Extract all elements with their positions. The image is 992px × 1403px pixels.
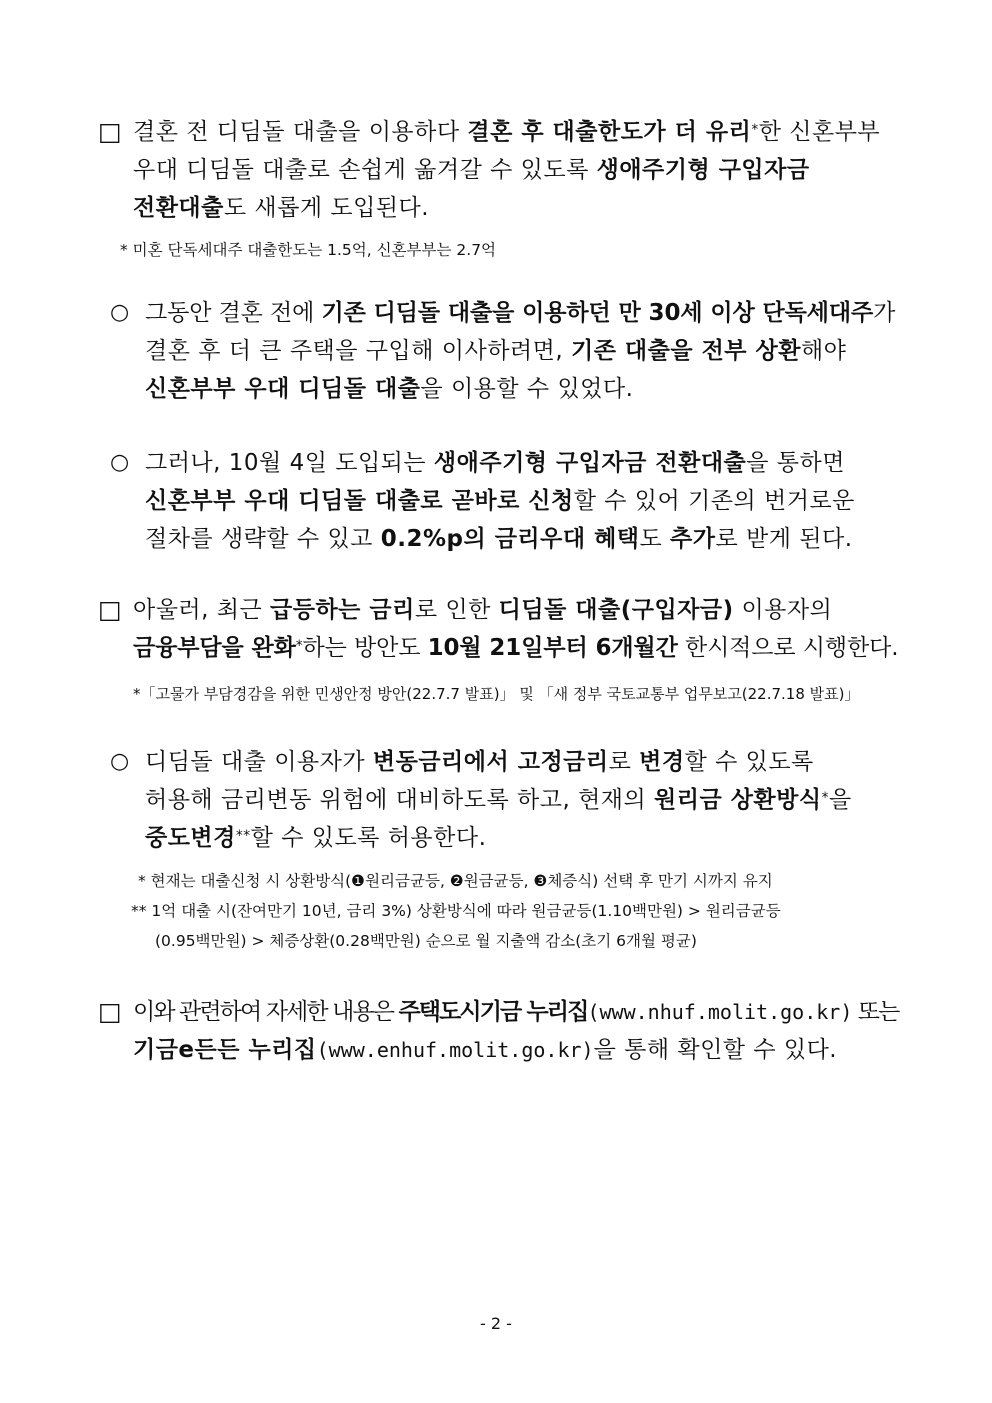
para-line <box>145 481 855 521</box>
bold-text: 0.2%p의 금리우대 혜택 <box>380 526 640 552</box>
circle-bullet-icon: ○ <box>110 450 130 475</box>
text: 한시적으로 시행한다. <box>677 635 899 661</box>
square-bullet-icon: □ <box>98 595 122 624</box>
footnote: *「고물가 부담경감을 위한 민생안정 방안(22.7.7 발표)」 및 「새 정부 국토교통부 업무보고(22.7.18 발표)」 <box>133 685 860 703</box>
para-line <box>145 293 895 333</box>
para-line <box>145 369 633 409</box>
footnote: (0.95백만원) > 체증상환(0.28백만원) 순으로 월 지출액 감소(초기 6개월 평균) <box>155 932 697 950</box>
circle-bullet-icon: ○ <box>110 749 130 774</box>
text: 로 <box>608 749 640 775</box>
bold-text: 추가 <box>670 526 716 552</box>
text: 아울러, 최근 <box>133 597 271 623</box>
bold-text: 기존 디딤돌 대출을 이용하던 만 30세 이상 단독세대주 <box>321 300 874 326</box>
bold-text: 변경 <box>639 749 685 775</box>
text: 이와 관련하여 자세한 내용은 <box>133 999 399 1025</box>
para-line <box>145 443 845 483</box>
footnote-mark: * <box>821 790 829 806</box>
bold-text: 신혼부부 우대 디딤돌 대출로 곧바로 신청 <box>145 488 574 514</box>
text: 도 <box>639 526 671 552</box>
square-bullet-icon: □ <box>98 117 122 146</box>
bold-text: 디딤돌 대출(구입자금) <box>498 597 734 623</box>
bold-text: 원리금 상환방식 <box>654 787 822 813</box>
text: 을 이용할 수 있었다. <box>420 376 634 402</box>
para-line <box>145 519 853 559</box>
footnote-mark: * <box>751 122 759 138</box>
square-bullet-icon: □ <box>98 997 122 1026</box>
bold-text: 생애주기형 구입자금 전환대출 <box>433 450 747 476</box>
text: 디딤돌 대출 이용자가 <box>145 749 373 775</box>
bold-text: 중도변경 <box>145 825 236 851</box>
bold-text: 전환대출 <box>133 195 224 221</box>
bold-text: 10월 21일부터 6개월간 <box>427 635 678 661</box>
text: 해야 <box>800 338 847 364</box>
text: 을 통하면 <box>746 450 845 476</box>
para-line <box>133 992 898 1032</box>
page-number: - 2 - <box>480 1314 512 1333</box>
para-line <box>145 742 814 782</box>
text: 로 인한 <box>414 597 499 623</box>
para-line <box>133 590 832 630</box>
footnote: ** 1억 대출 시(잔여만기 10년, 금리 3%) 상환방식에 따라 원금균등(1.10백만원) > 원리금균등 <box>131 902 781 920</box>
url-text: (www.nhuf.molit.go.kr) <box>587 1000 853 1024</box>
bold-text: 기존 대출을 전부 상환 <box>570 338 801 364</box>
para-line <box>145 780 852 820</box>
bold-text: 주택도시기금 누리집 <box>398 999 588 1025</box>
bold-text: 결혼 후 대출한도가 더 유리 <box>467 119 752 145</box>
para-line <box>133 628 898 668</box>
bold-text: 금융부담을 완화 <box>133 635 296 661</box>
bold-text: 기금e든든 누리집 <box>133 1037 317 1063</box>
text: 할 수 있도록 <box>684 749 814 775</box>
footnote: * 미혼 단독세대주 대출한도는 1.5억, 신혼부부는 2.7억 <box>120 241 497 259</box>
url-text: (www.enhuf.molit.go.kr) <box>316 1038 594 1062</box>
footnote-mark: ** <box>235 828 251 844</box>
text: 하는 방안도 <box>302 635 428 661</box>
text: 그동안 결혼 전에 <box>145 300 322 326</box>
para-line <box>145 818 486 858</box>
text: 을 <box>829 787 852 813</box>
para-line <box>133 188 429 228</box>
bold-text: 신혼부부 우대 디딤돌 대출 <box>145 376 421 402</box>
text: 결혼 후 더 큰 주택을 구입해 이사하려면, <box>145 338 571 364</box>
text: 도 새롭게 도입된다. <box>223 195 430 221</box>
text: 우대 디딤돌 대출로 손쉽게 옮겨갈 수 있도록 <box>133 157 597 183</box>
footnote-mark: * <box>295 638 303 654</box>
text: 또는 <box>852 999 899 1025</box>
text: 을 통해 확인할 수 있다. <box>593 1037 838 1063</box>
para-line <box>133 112 880 152</box>
para-line <box>145 331 846 371</box>
text: 가 <box>873 300 896 326</box>
text: 할 수 있어 기존의 번거로운 <box>573 488 855 514</box>
circle-bullet-icon: ○ <box>110 300 130 325</box>
text: 허용해 금리변동 위험에 대비하도록 하고, 현재의 <box>145 787 655 813</box>
bold-text: 변동금리에서 고정금리 <box>372 749 609 775</box>
para-line <box>133 150 810 190</box>
para-line <box>133 1030 837 1070</box>
bold-text: 급등하는 금리 <box>270 597 415 623</box>
text: 이용자의 <box>733 597 833 623</box>
text: 그러나, 10월 4일 도입되는 <box>145 450 434 476</box>
footnote: * 현재는 대출신청 시 상환방식(❶원리금균등, ❷원금균등, ❸체증식) 선택 후 만기 시까지 유지 <box>138 872 773 890</box>
bold-text: 생애주기형 구입자금 <box>596 157 810 183</box>
text: 절차를 생략할 수 있고 <box>145 526 381 552</box>
text: 한 신혼부부 <box>758 119 881 145</box>
text: 로 받게 된다. <box>715 526 853 552</box>
text: 결혼 전 디딤돌 대출을 이용하다 <box>133 119 468 145</box>
text: 할 수 있도록 허용한다. <box>250 825 487 851</box>
